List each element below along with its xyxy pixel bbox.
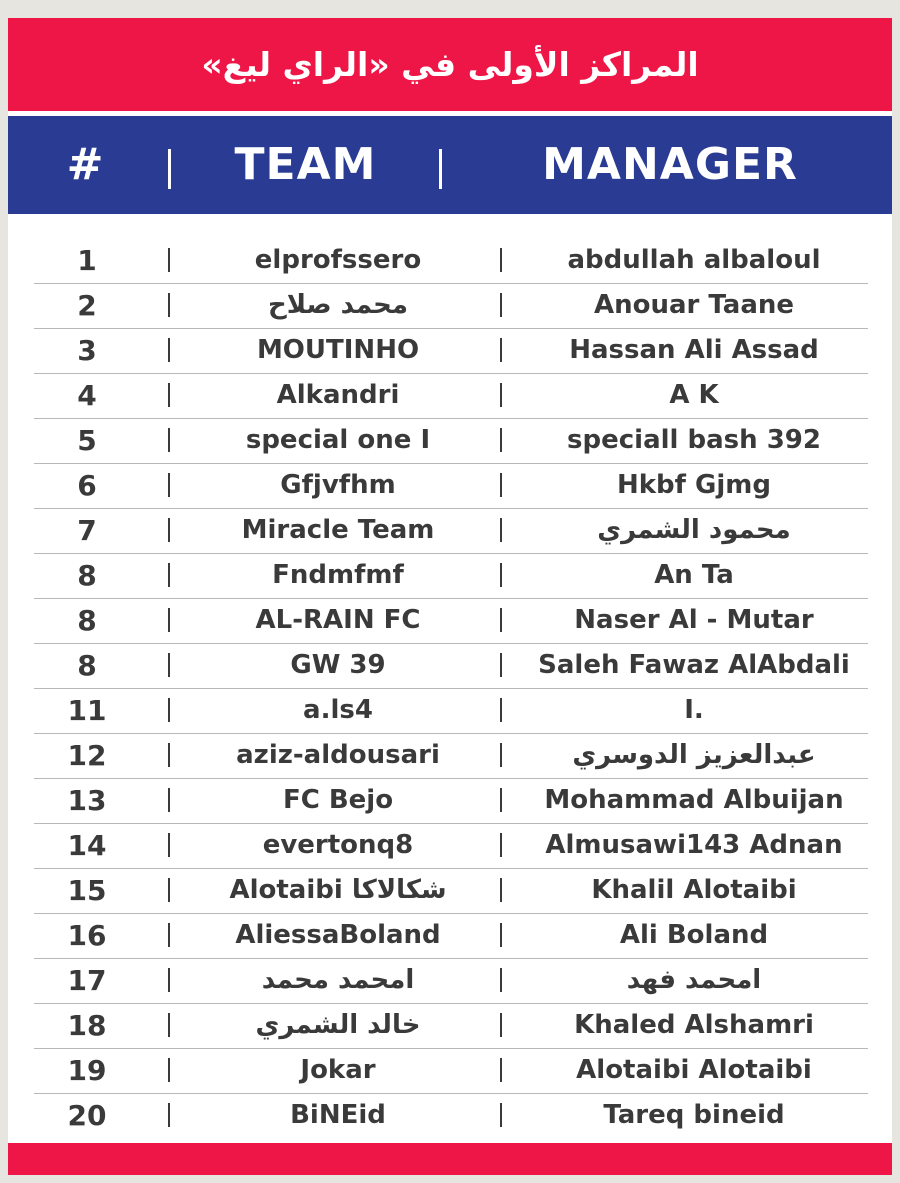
table-row <box>8 913 892 958</box>
footer-bar <box>8 1143 892 1175</box>
column-divider <box>500 293 502 317</box>
table-header <box>8 116 892 214</box>
manager-cell: Khaled Alshamri <box>574 1010 814 1040</box>
column-divider <box>500 788 502 812</box>
table-row <box>8 463 892 508</box>
column-divider <box>500 473 502 497</box>
column-divider <box>168 563 170 587</box>
rank-cell: 6 <box>77 469 97 502</box>
table-row <box>8 283 892 328</box>
table-row <box>8 778 892 823</box>
column-divider <box>168 608 170 632</box>
manager-cell: محمود الشمري <box>597 515 791 545</box>
column-divider <box>168 653 170 677</box>
column-divider <box>500 563 502 587</box>
team-cell: GW 39 <box>290 650 386 680</box>
table-row <box>8 688 892 733</box>
header-divider <box>439 149 442 189</box>
rank-cell: 1 <box>77 244 97 277</box>
column-divider <box>168 743 170 767</box>
header-manager: MANAGER <box>542 139 798 190</box>
column-divider <box>500 653 502 677</box>
manager-cell: عبدالعزيز الدوسري <box>572 740 816 770</box>
manager-cell: abdullah albaloul <box>567 245 821 275</box>
rank-cell: 5 <box>77 424 97 457</box>
table-row <box>8 868 892 913</box>
rank-cell: 20 <box>67 1099 107 1132</box>
manager-cell: Khalil Alotaibi <box>591 875 797 905</box>
team-cell: aziz-aldousari <box>236 740 440 770</box>
manager-cell: Mohammad Albuijan <box>544 785 844 815</box>
column-divider <box>168 248 170 272</box>
rank-cell: 8 <box>77 649 97 682</box>
table-row <box>8 598 892 643</box>
table-row <box>8 733 892 778</box>
team-cell: AliessaBoland <box>235 920 441 950</box>
manager-cell: Alotaibi Alotaibi <box>576 1055 812 1085</box>
column-divider <box>500 743 502 767</box>
team-cell: BiNEid <box>290 1100 386 1130</box>
manager-cell: Hkbf Gjmg <box>617 470 771 500</box>
manager-cell: An Ta <box>654 560 734 590</box>
manager-cell: Ali Boland <box>619 920 769 950</box>
rank-cell: 2 <box>77 289 97 322</box>
rank-cell: 3 <box>77 334 97 367</box>
rank-cell: 17 <box>67 964 107 997</box>
table-row <box>8 328 892 373</box>
column-divider <box>168 878 170 902</box>
team-cell: امحمد محمد <box>261 965 415 995</box>
manager-cell: I. <box>684 695 704 725</box>
column-divider <box>500 383 502 407</box>
column-divider <box>500 1058 502 1082</box>
column-divider <box>168 833 170 857</box>
column-divider <box>500 1103 502 1127</box>
column-divider <box>168 1103 170 1127</box>
header-divider <box>168 149 171 189</box>
column-divider <box>500 923 502 947</box>
manager-cell: Almusawi143 Adnan <box>545 830 843 860</box>
manager-cell: Anouar Taane <box>593 290 795 320</box>
team-cell: elprofssero <box>254 245 422 275</box>
manager-cell: Tareq bineid <box>603 1100 785 1130</box>
manager-cell: Naser Al - Mutar <box>574 605 814 635</box>
column-divider <box>500 698 502 722</box>
column-divider <box>168 473 170 497</box>
column-divider <box>168 428 170 452</box>
column-divider <box>500 428 502 452</box>
manager-cell: speciall bash 392 <box>567 425 821 455</box>
manager-cell: Hassan Ali Assad <box>569 335 819 365</box>
table-row <box>8 643 892 688</box>
table-row <box>8 1093 892 1138</box>
column-divider <box>168 1013 170 1037</box>
column-divider <box>168 788 170 812</box>
manager-cell: Saleh Fawaz AlAbdali <box>538 650 850 680</box>
team-cell: Gfjvfhm <box>280 470 396 500</box>
page-title: المراكز الأولى في «الراي ليغ» <box>201 45 699 84</box>
column-divider <box>500 833 502 857</box>
column-divider <box>500 338 502 362</box>
rank-cell: 4 <box>77 379 97 412</box>
rank-cell: 7 <box>77 514 97 547</box>
header-team: TEAM <box>234 139 377 190</box>
table-row <box>8 508 892 553</box>
rank-cell: 14 <box>67 829 107 862</box>
title-banner <box>8 18 892 111</box>
table-row <box>8 958 892 1003</box>
manager-cell: A K <box>669 380 719 410</box>
team-cell: AL-RAIN FC <box>255 605 421 635</box>
table-row <box>8 1048 892 1093</box>
team-cell: evertonq8 <box>262 830 414 860</box>
table-row <box>8 238 892 283</box>
rank-cell: 8 <box>77 604 97 637</box>
column-divider <box>500 1013 502 1037</box>
manager-cell: امحمد فهد <box>626 965 762 995</box>
team-cell: special one I <box>245 425 431 455</box>
team-cell: FC Bejo <box>282 785 394 815</box>
column-divider <box>168 1058 170 1082</box>
rank-cell: 12 <box>67 739 107 772</box>
column-divider <box>500 518 502 542</box>
rank-cell: 16 <box>67 919 107 952</box>
column-divider <box>168 698 170 722</box>
table-row <box>8 553 892 598</box>
rank-cell: 13 <box>67 784 107 817</box>
column-divider <box>168 383 170 407</box>
team-cell: Alotaibi شكالاكا <box>229 875 447 905</box>
table-row <box>8 418 892 463</box>
column-divider <box>500 968 502 992</box>
column-divider <box>168 923 170 947</box>
team-cell: a.ls4 <box>303 695 373 725</box>
column-divider <box>168 518 170 542</box>
table-row <box>8 1003 892 1048</box>
team-cell: خالد الشمري <box>255 1010 421 1040</box>
rank-cell: 18 <box>67 1009 107 1042</box>
header-rank: # <box>66 139 105 190</box>
team-cell: MOUTINHO <box>256 335 420 365</box>
rank-cell: 15 <box>67 874 107 907</box>
column-divider <box>500 608 502 632</box>
table-row <box>8 823 892 868</box>
rank-cell: 11 <box>67 694 107 727</box>
team-cell: Jokar <box>300 1055 376 1085</box>
column-divider <box>168 293 170 317</box>
table-row <box>8 373 892 418</box>
rank-cell: 8 <box>77 559 97 592</box>
column-divider <box>500 248 502 272</box>
team-cell: Fndmfmf <box>272 560 404 590</box>
standings-card <box>8 18 892 1175</box>
column-divider <box>500 878 502 902</box>
team-cell: محمد صلاح <box>268 290 408 320</box>
rank-cell: 19 <box>67 1054 107 1087</box>
column-divider <box>168 338 170 362</box>
team-cell: Alkandri <box>276 380 400 410</box>
team-cell: Miracle Team <box>241 515 435 545</box>
column-divider <box>168 968 170 992</box>
